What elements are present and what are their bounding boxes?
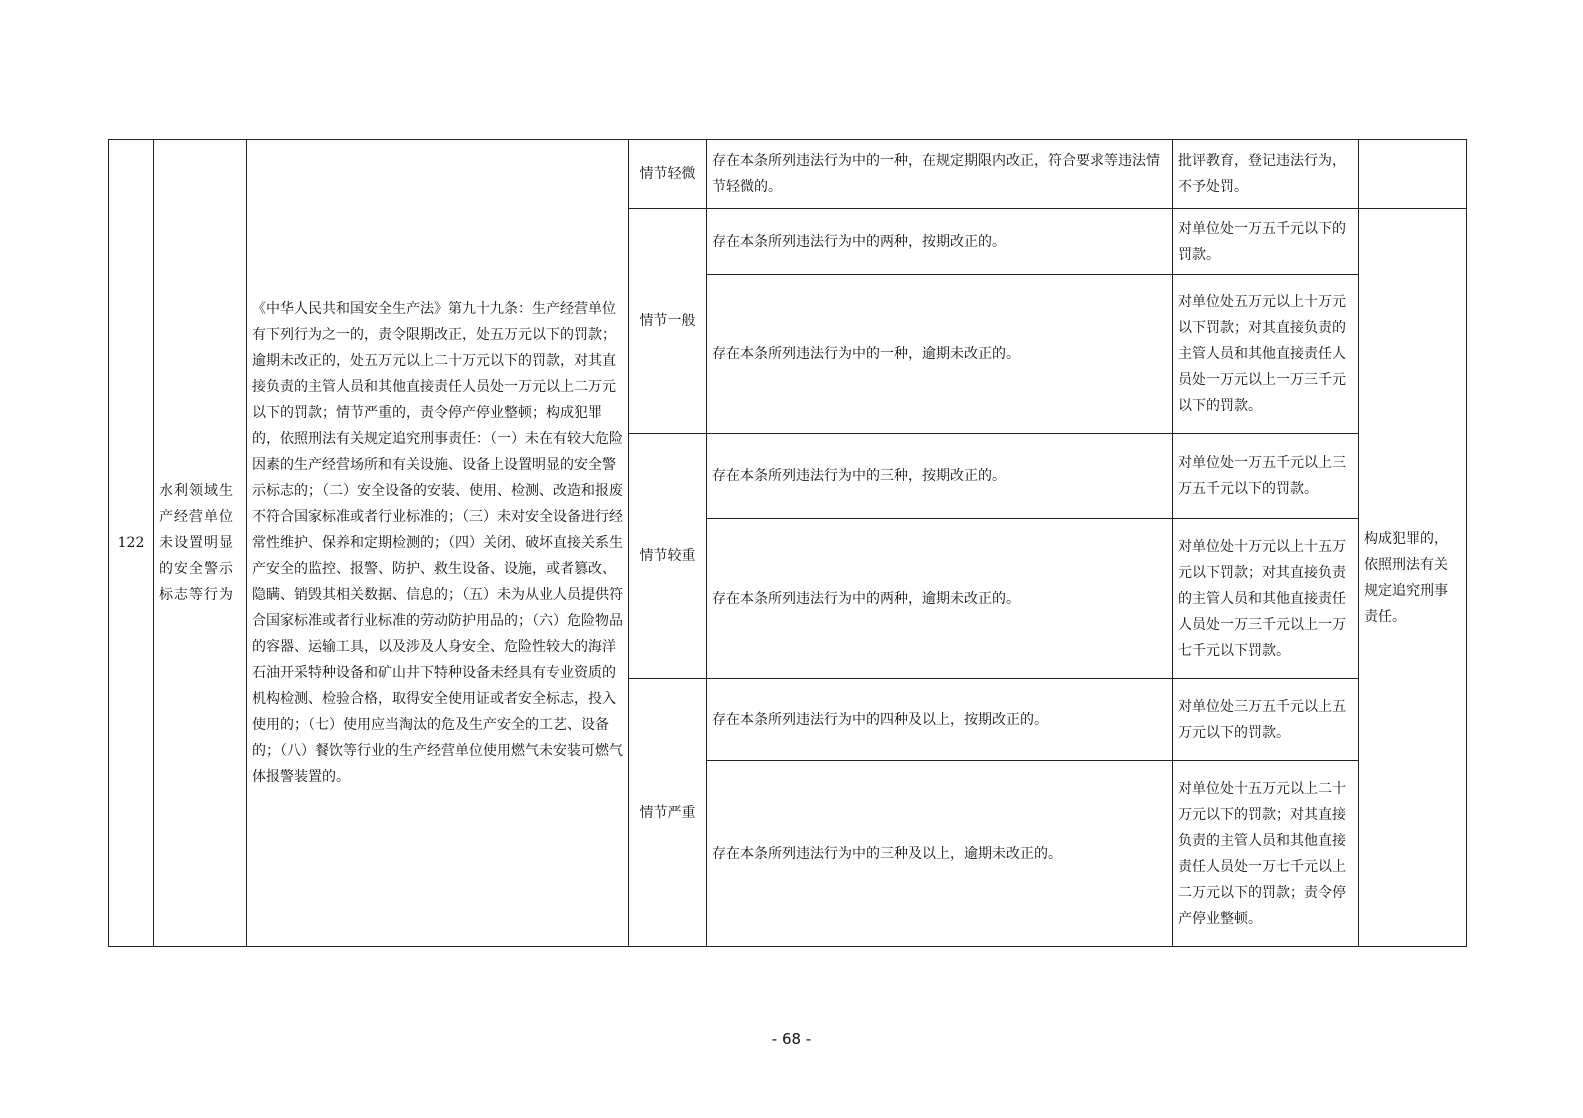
row-number: 122 [109,140,154,947]
level-label: 情节轻微 [629,140,707,209]
level-label: 情节一般 [629,209,707,434]
level-label: 情节严重 [629,679,707,947]
level-label: 情节较重 [629,434,707,679]
page-number: - 68 - [771,1030,812,1048]
punishment-cell: 对单位处一万五千元以下的罚款。 [1173,209,1359,275]
punishment-cell: 对单位处十五万元以上二十万元以下的罚款；对其直接负责的主管人员和其他直接责任人员处一万七千元以上二万元以下的罚款；责令停产停业整顿。 [1173,761,1359,947]
punishment-cell: 对单位处五万元以上十万元以下罚款；对其直接负责的主管人员和其他直接责任人员处一万元以上一万三千元以下的罚款。 [1173,275,1359,434]
table-row [109,140,1467,209]
situation-cell: 存在本条所列违法行为中的两种，逾期未改正的。 [707,519,1173,679]
punishment-cell: 批评教育，登记违法行为，不予处罚。 [1173,140,1359,209]
legal-basis: 《中华人民共和国安全生产法》第九十九条：生产经营单位有下列行为之一的，责令限期改正，处五万元以下的罚款；逾期未改正的，处五万元以上二十万元以下的罚款，对其直接负责的主管人员和其他直接责任人员处一万元以上二万元以下的罚款；情节严重的，责令停产停业整顿；构成犯罪的，依照刑法有关规定追究刑事责任：（一）未在有较大危险因素的生产经营场所和有关设施、设备上设置明显的安全警示标志的；（二）安全设备的安装、使用、检测、改造和报废不符合国家标准或者行业标准的；（三）未对安全设备进行经常性维护、保养和定期检测的；（四）关闭、破坏直接关系生产安全的监控、报警、防护、救生设备、设施，或者篡改、隐瞒、销毁其相关数据、信息的；（五）未为从业人员提供符合国家标准或者行业标准的劳动防护用品的；（六）危险物品的容器、运输工具，以及涉及人身安全、危险性较大的海洋石油开采特种设备和矿山井下特种设备未经具有专业资质的机构检测、检验合格，取得安全使用证或者安全标志，投入使用的；（七）使用应当淘汰的危及生产安全的工艺、设备的；（八）餐饮等行业的生产经营单位使用燃气未安装可燃气体报警装置的。 [247,140,629,947]
penalty-table [108,139,1467,947]
situation-cell: 存在本条所列违法行为中的两种，按期改正的。 [707,209,1173,275]
punishment-cell: 对单位处十万元以上十五万元以下罚款；对其直接负责的主管人员和其他直接责任人员处一万三千元以上一万七千元以下罚款。 [1173,519,1359,679]
situation-cell: 存在本条所列违法行为中的一种，在规定期限内改正，符合要求等违法情节轻微的。 [707,140,1173,209]
violation-name: 水利领域生产经营单位未设置明显的安全警示标志等行为 [154,140,247,947]
situation-cell: 存在本条所列违法行为中的四种及以上，按期改正的。 [707,679,1173,761]
situation-cell: 存在本条所列违法行为中的三种及以上，逾期未改正的。 [707,761,1173,947]
punishment-cell: 对单位处三万五千元以上五万元以下的罚款。 [1173,679,1359,761]
criminal-liability: 构成犯罪的，依照刑法有关规定追究刑事责任。 [1359,209,1467,947]
empty-cell [1359,140,1467,209]
punishment-cell: 对单位处一万五千元以上三万五千元以下的罚款。 [1173,434,1359,519]
situation-cell: 存在本条所列违法行为中的三种，按期改正的。 [707,434,1173,519]
situation-cell: 存在本条所列违法行为中的一种，逾期未改正的。 [707,275,1173,434]
